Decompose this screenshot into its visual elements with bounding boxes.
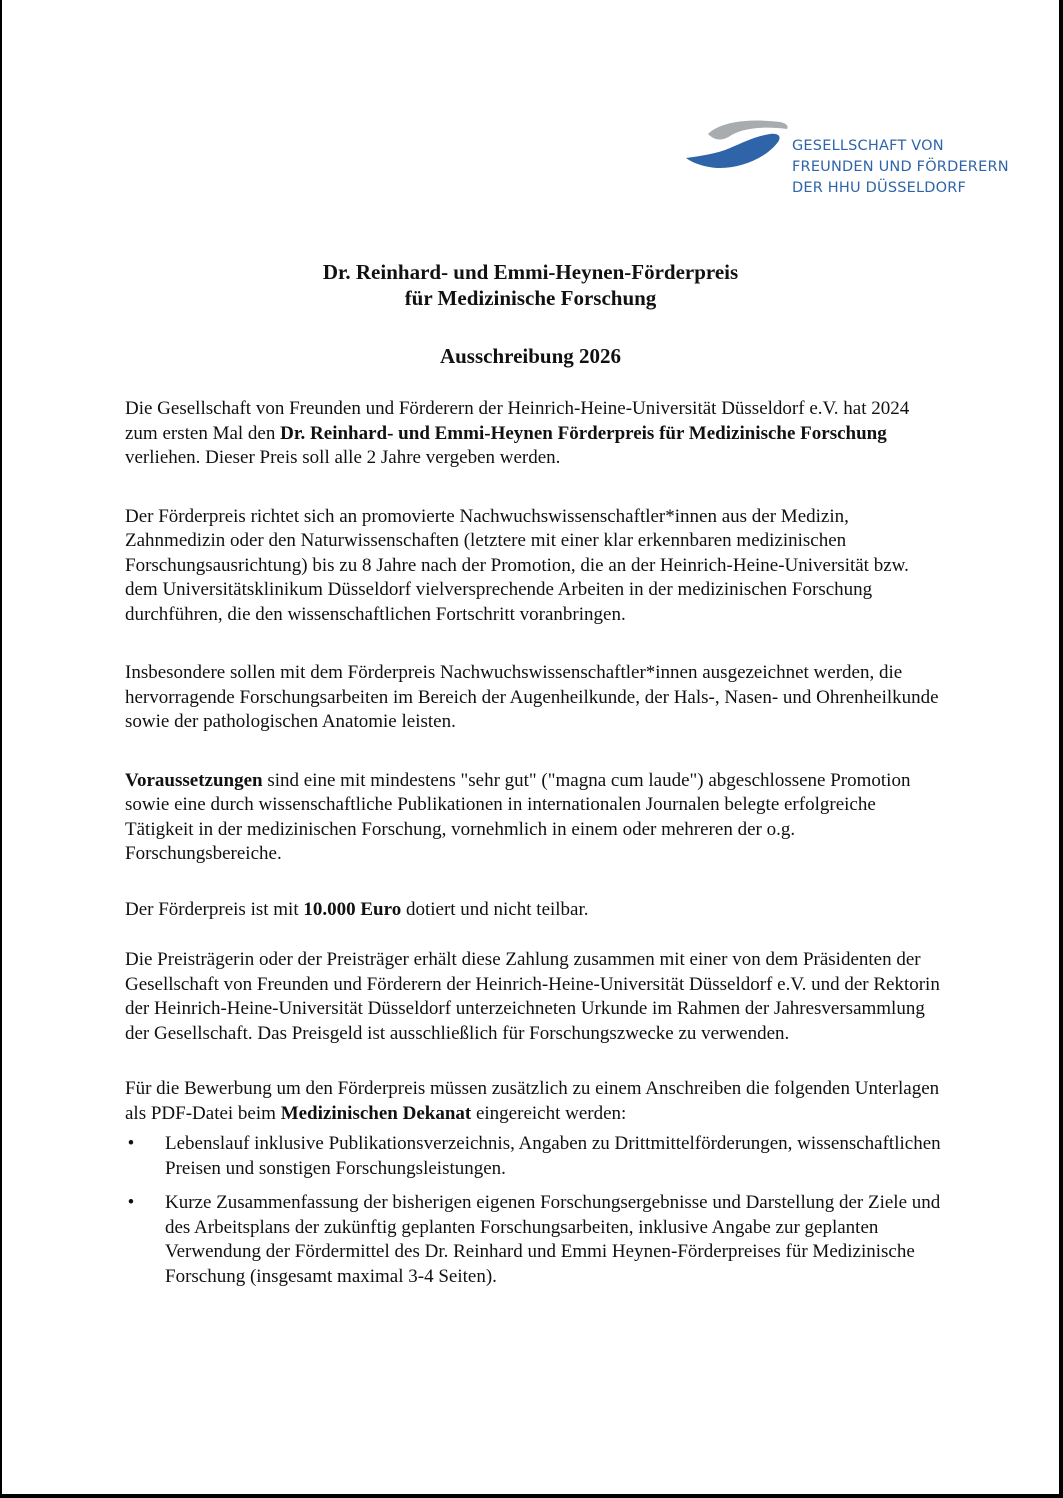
logo-line: FREUNDEN UND FÖRDERERN [792,159,1009,175]
application-documents-list [125,1132,945,1289]
paragraph-focus-areas: Insbesondere sollen mit dem Förderpreis Nachwuchswissenschaftler*innen ausgezeichnet werden, die hervorragende Forschungsarbeiten im Bereich der Augenheilkunde, der Hals-, Nasen- und Ohrenheilkunde sowie der pathologischen Anatomie leisten. [125,662,939,732]
dean-office: Medizinischen Dekanat [280,1102,472,1124]
paragraph-requirements [125,769,945,867]
bullet-icon: • [127,1192,135,1213]
prize-name: Dr. Reinhard- und Emmi-Heynen Förderpreis für Medizinische Forschung [280,422,887,444]
requirements-label: Voraussetzungen [125,769,263,791]
list-item [125,1132,945,1181]
prize-amount: 10.000 Euro [303,898,402,920]
title-line-2: für Medizinische Forschung [404,286,657,310]
paragraph-intro [125,397,945,471]
bullet-icon: • [127,1133,135,1154]
logo-line: GESELLSCHAFT VON [792,138,944,154]
text-span: sind eine mit mindestens "sehr gut" ("magna cum laude") abgeschlossene Promotion sowie eine durch wissenschaftliche Publikationen in internationalen Journalen belegte erfolgreiche Tätigkeit in der medizinischen Forschung, vornehmlich in einem oder mehreren der o.g. Forschungsbereiche. [125,769,911,864]
text-span: Die Gesellschaft von Freunden und Förderern der Heinrich-Heine-Universität Düsseldorf e.V. hat 2024 zum ersten Mal den [125,398,910,444]
text-span: verliehen. Dieser Preis soll alle 2 Jahre vergeben werden. [125,447,561,468]
document-page [2,0,1059,1494]
document-subtitle: Ausschreibung 2026 [439,344,622,368]
society-logo [686,116,1026,206]
title-line-1: Dr. Reinhard- und Emmi-Heynen-Förderpreis [322,260,739,284]
document-title [2,259,1059,311]
text-span: Für die Bewerbung um den Förderpreis müssen zusätzlich zu einem Anschreiben die folgenden Unterlagen als PDF-Datei beim [125,1078,940,1124]
text-span: Der Förderpreis ist mit [125,898,304,920]
list-item-text: Kurze Zusammenfassung der bisherigen eigenen Forschungsergebnisse und Darstellung der Ziele und des Arbeitsplans der zukünftig geplanten Forschungsarbeiten, inklusive Angabe zur geplanten Verwendung der Fördermittel des Dr. Reinhard und Emmi Heynen-Förderpreises für Medizinische Forschung (insgesamt maximal 3-4 Seiten). [165,1192,941,1287]
paragraph-prize-amount [125,898,945,923]
logo-line: DER HHU DÜSSELDORF [792,180,967,196]
list-item-text: Lebenslauf inklusive Publikationsverzeichnis, Angaben zu Drittmittelförderungen, wissenschaftlichen Preisen und sonstigen Forschungsleistungen. [165,1133,941,1179]
text-span: dotiert und nicht teilbar. [401,898,589,920]
paragraph-application [125,1077,945,1126]
text-span: eingereicht werden: [471,1102,627,1124]
document-body [125,397,945,1299]
swoosh-logo-icon [686,118,790,176]
list-item [125,1191,945,1289]
paragraph-target-group: Der Förderpreis richtet sich an promovierte Nachwuchswissenschaftler*innen aus der Medizin, Zahnmedizin oder den Naturwissenschaften (letztere mit einer klar erkennbaren medizinischen Forschungsausrichtung) bis zu 8 Jahre nach der Promotion, die an der Heinrich-Heine-Universität bzw. dem Universitätsklinikum Düsseldorf vielversprechende Arbeiten in der medizinischen Forschung durchführen, die den wissenschaftlichen Fortschritt voranbringen. [125,505,909,625]
logo-wordmark [792,136,1009,199]
paragraph-award-ceremony: Die Preisträgerin oder der Preisträger erhält diese Zahlung zusammen mit einer von dem Präsidenten der Gesellschaft von Freunden und Förderern der Heinrich-Heine-Universität Düsseldorf e.V. und der Rektorin der Heinrich-Heine-Universität Düsseldorf unterzeichneten Urkunde im Rahmen der Jahresversammlung der Gesellschaft. Das Preisgeld ist ausschließlich für Forschungszwecke zu verwenden. [125,949,940,1044]
